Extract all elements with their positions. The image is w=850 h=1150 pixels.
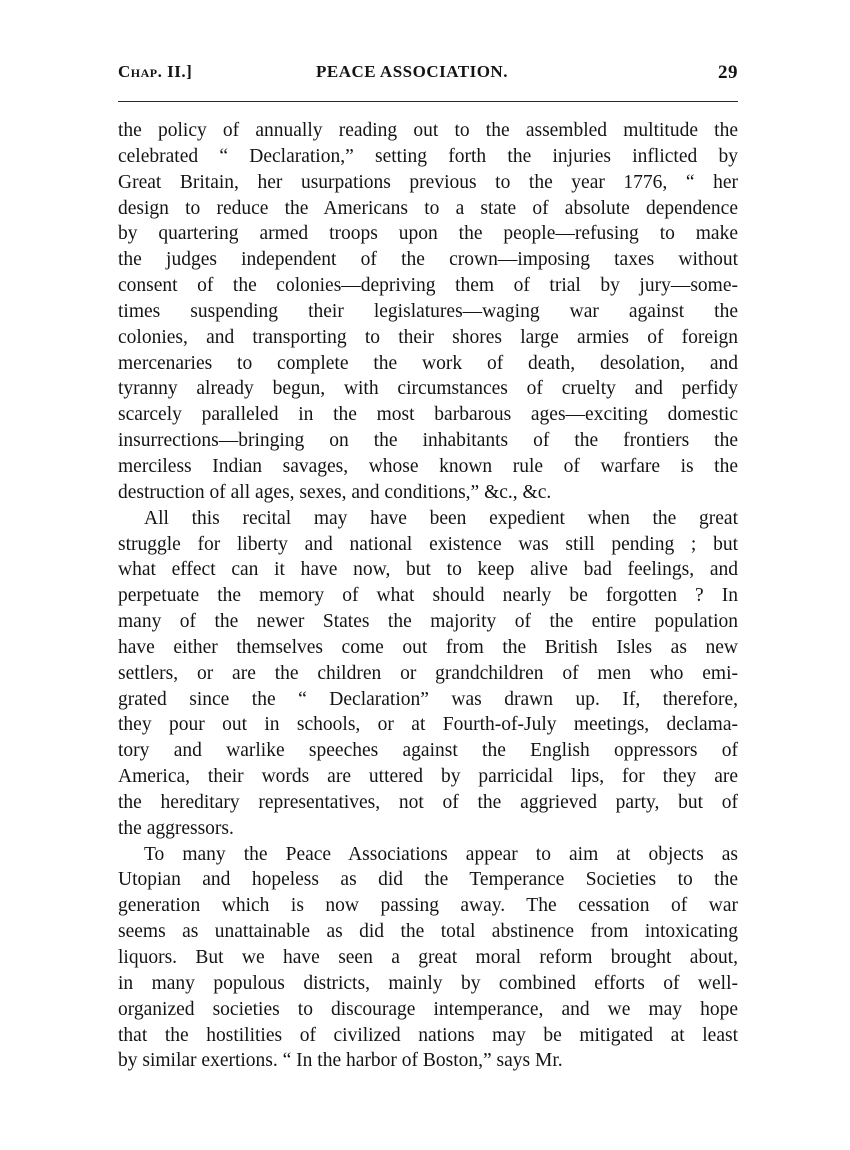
text-line: have either themselves come out from the British Isles as new <box>118 636 738 658</box>
text-line: organized societies to discourage intemperance, and we may hope <box>118 998 738 1020</box>
text-line: consent of the colonies—depriving them of trial by jury—some- <box>118 275 738 297</box>
text-line: colonies, and transporting to their shores large armies of foreign <box>118 326 738 348</box>
paragraph <box>118 506 738 842</box>
text-line: seems as unattainable as did the total abstinence from intoxicating <box>118 921 738 943</box>
text-line: Utopian and hopeless as did the Temperance Societies to the <box>118 869 738 891</box>
running-title: PEACE ASSOCIATION. <box>316 62 508 81</box>
chapter-label: Chap. II.] <box>118 62 193 81</box>
running-header <box>118 62 738 98</box>
text-line: America, their words are uttered by parricidal lips, for they are <box>118 766 738 788</box>
text-line: To many the Peace Associations appear to aim at objects as <box>144 843 738 865</box>
text-line: many of the newer States the majority of the entire population <box>118 611 738 633</box>
text-line: All this recital may have been expedient when the great <box>144 507 738 529</box>
text-line: celebrated “ Declaration,” setting forth the injuries inflicted by <box>118 145 738 167</box>
text-line: the judges independent of the crown—imposing taxes without <box>118 249 738 271</box>
text-line: destruction of all ages, sexes, and conditions,” &c., &c. <box>118 481 552 503</box>
text-line: Great Britain, her usurpations previous to the year 1776, “ her <box>118 171 738 193</box>
text-line: the aggressors. <box>118 817 234 839</box>
text-line: times suspending their legislatures—waging war against the <box>118 300 738 322</box>
text-line: tyranny already begun, with circumstances of cruelty and perfidy <box>118 378 738 400</box>
text-line: the policy of annually reading out to the assembled multitude the <box>118 120 738 141</box>
text-line: by similar exertions. “ In the harbor of Boston,” says Mr. <box>118 1050 563 1072</box>
paragraph <box>118 118 738 506</box>
page-number: 29 <box>718 62 738 83</box>
text-line: insurrections—bringing on the inhabitants of the frontiers the <box>118 430 738 452</box>
text-line: by quartering armed troops upon the people—refusing to make <box>118 223 738 245</box>
text-line: perpetuate the memory of what should nearly be forgotten ? In <box>118 585 738 607</box>
body-text <box>118 118 738 1074</box>
text-line: that the hostilities of civilized nations may be mitigated at least <box>118 1024 738 1046</box>
text-line: merciless Indian savages, whose known rule of warfare is the <box>118 455 738 477</box>
text-line: scarcely paralleled in the most barbarous ages—exciting domestic <box>118 404 738 426</box>
text-line: tory and warlike speeches against the English oppressors of <box>118 740 738 762</box>
header-rule <box>118 101 738 102</box>
text-line: generation which is now passing away. The cessation of war <box>118 895 738 917</box>
text-line: they pour out in schools, or at Fourth-of-July meetings, declama- <box>118 714 738 736</box>
text-line: grated since the “ Declaration” was drawn up. If, therefore, <box>118 688 738 710</box>
text-line: settlers, or are the children or grandchildren of men who emi- <box>118 662 738 684</box>
text-line: the hereditary representatives, not of the aggrieved party, but of <box>118 791 738 813</box>
text-line: design to reduce the Americans to a state of absolute dependence <box>118 197 738 219</box>
text-line: mercenaries to complete the work of death, desolation, and <box>118 352 738 374</box>
text-line: struggle for liberty and national existence was still pending ; but <box>118 533 738 555</box>
text-line: in many populous districts, mainly by combined efforts of well- <box>118 972 738 994</box>
text-line: liquors. But we have seen a great moral reform brought about, <box>118 947 738 968</box>
text-line: what effect can it have now, but to keep alive bad feelings, and <box>118 559 738 581</box>
paragraph <box>118 842 738 1075</box>
